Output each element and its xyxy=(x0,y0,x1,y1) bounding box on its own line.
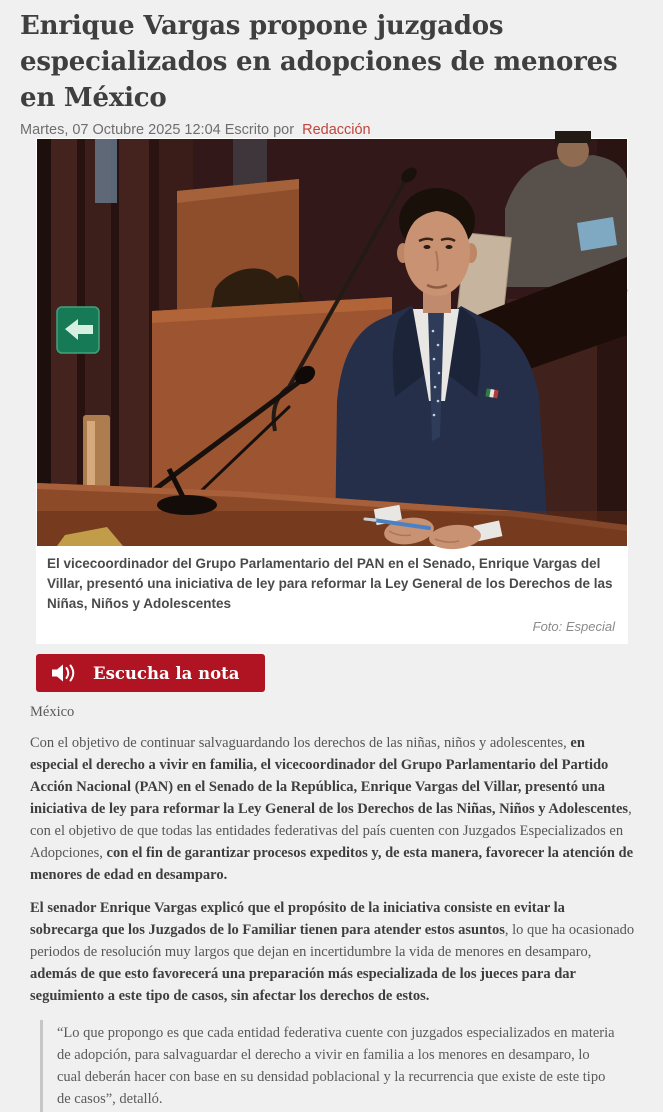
location-label: México xyxy=(30,704,75,720)
meta-date: Martes, 07 Octubre 2025 12:04 xyxy=(20,122,221,138)
page-title: Enrique Vargas propone juzgados especializados en adopciones de menores en México xyxy=(20,11,618,113)
speaker-icon xyxy=(51,663,77,683)
article-paragraph-2: El senador Enrique Vargas explicó que el propósito de la iniciativa consiste en evitar la sobrecarga que los Juzgados de lo Familiar tienen para atender estos asuntos, lo que ha ocasionado periodos de resolución muy largos que dejan en incertidumbre la vida de menores en desamparo, además de que esto favorecerá una preparación más especializada de los jueces para dar seguimiento a este tipo de casos, sin afectar los derechos de estos. xyxy=(30,900,635,1004)
photo-caption: El vicecoordinador del Grupo Parlamentario del PAN en el Senado, Enrique Vargas del Villar, presentó una iniciativa de ley para reformar la Ley General de los Derechos de las Niñas, Niños y Adolescentes xyxy=(47,556,613,611)
meta-written-by: Escrito por xyxy=(224,122,295,138)
article-page xyxy=(0,8,663,1107)
listen-button[interactable] xyxy=(36,654,265,692)
article-body xyxy=(0,732,663,1112)
figure-caption-area xyxy=(37,546,627,644)
meta-author-link[interactable]: Redacción xyxy=(302,122,371,138)
photo-credit: Foto: Especial xyxy=(532,619,615,634)
article-photo xyxy=(37,139,627,546)
article-blockquote: “Lo que propongo es que cada entidad federativa cuente con juzgados especializados en materia de adopción, para salvaguardar el derecho a vivir en familia a los menores en desamparo, lo cual deberán hacer con base en su densidad poblacional y la recurrencia que existe de este tipo de casos”, detalló. xyxy=(40,1020,617,1112)
listen-button-label: Escucha la nota xyxy=(93,663,240,683)
article-figure xyxy=(36,138,628,644)
article-paragraph-1: Con el objetivo de continuar salvaguardando los derechos de las niñas, niños y adolescentes, en especial el derecho a vivir en familia, el vicecoordinador del Grupo Parlamentario del Partido Acción Nacional (PAN) en el Senado de la República, Enrique Vargas del Villar, presentó una iniciativa de ley para reformar la Ley General de los Derechos de las Niñas, Niños y Adolescentes, con el objetivo de que todas las entidades federativas del país cuenten con Juzgados Especializados en Adopciones, con el fin de garantizar procesos expeditos y, de esta manera, favorecer la atención de menores de edad en desamparo. xyxy=(30,735,634,883)
article-meta xyxy=(20,122,643,138)
exit-sign-icon xyxy=(57,307,99,353)
